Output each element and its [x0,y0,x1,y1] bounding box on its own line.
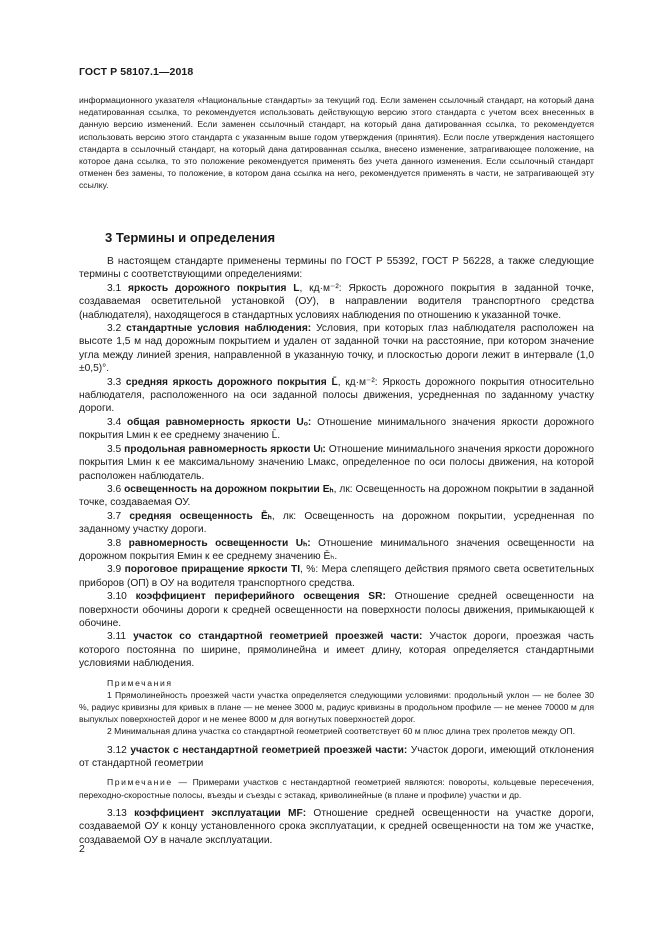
term-name: участок с нестандартной геометрией проезжей части: [130,744,408,756]
term-definition: Участок дороги, имеющий отклонения от стандартной геометрии [79,744,594,770]
term-item [79,537,594,564]
document-header: ГОСТ Р 58107.1—2018 [79,66,194,78]
term-number: 3.6 [107,483,122,495]
term-item [79,322,594,376]
note-item: 1 Прямолинейность проезжей части участка определяется следующими условиями: продольный уклон — не более 30 %, радиус кривизны для кривых в плане — не менее 3000 м, радиус кривизны в продольном профиле — не менее 70000 м для выпуклых поверхностей дорог и не менее 8000 м для вогнутых поверхностей дорог. [79,689,594,725]
term-name: яркость дорожного покрытия L [128,282,300,294]
term-definition: , лк: Освещенность на дорожном покрытии в заданной точке, создаваемая ОУ. [79,483,594,509]
section-body [79,255,594,847]
term-definition: Условия, при которых глаз наблюдателя расположен на высоте 1,5 м над дорожным покрытием и удален от заданной точки на расстояние, при котором значение угла между линией зрения, направленной в указанную точку, и плоскостью дороги лежит в интервале (1,0 ±0,5)°. [79,323,594,375]
term-number: 3.4 [107,416,122,428]
term-name: равномерность освещенности Uₕ: [128,537,311,549]
section-lead: В настоящем стандарте применены термины по ГОСТ Р 55392, ГОСТ Р 56228, а также следующие термины с соответствующими определениями: [79,256,594,281]
term-name: участок со стандартной геометрией проезжей части: [133,631,423,643]
term-item [79,483,594,510]
term-item [79,630,594,670]
term-name: средняя яркость дорожного покрытия L̄ [125,376,338,388]
term-number: 3.2 [107,323,122,335]
term-number: 3.8 [107,537,122,549]
section-title: 3 Термины и определения [105,230,276,245]
page-number: 2 [79,843,85,855]
term-name: пороговое приращение яркости TI [124,564,301,576]
note-item: 2 Минимальная длина участка со стандартной геометрией соответствует 60 м плюс длина трех пролетов между ОП. [107,726,576,737]
term-definition: Отношение минимального значения яркости дорожного покрытия Lмин к ее среднему значению L̄. [79,416,595,442]
term-name: средняя освещенность Ēₕ [129,510,272,522]
term-3-13: 3.13 коэффициент эксплуатации MF: Отношение средней освещенности на участке дороги, создаваемой ОУ к концу установленного срока эксплуатации, к средней освещенности на том же участке, создаваемой ОУ в начале эксплуатации. [79,807,594,846]
term-3-12: 3.12 участок с нестандартной геометрией проезжей части: Участок дороги, имеющий отклонения от стандартной геометрии [79,744,594,770]
term-number: 3.9 [107,564,122,576]
notes-heading: Примечания [107,677,173,688]
term-name: общая равномерность яркости Uₒ: [127,416,312,428]
terms-list [79,282,594,671]
term-definition: , кд·м⁻²: Яркость дорожного покрытия относительно наблюдателя, расположенного на оси заданной полосы движения, усредненная по заданному участку дороги. [79,376,594,415]
term-number: 3.11 [107,631,127,643]
term-number: 3.1 [107,282,122,294]
term-name: стандартные условия наблюдения: [126,323,312,335]
term-definition: Отношение средней освещенности на участке дороги, создаваемой ОУ к концу установленного срока эксплуатации, к средней освещенности на том же участке, создаваемой ОУ в начале эксплуатации. [79,807,594,846]
term-item [79,510,594,537]
term-item [79,443,594,483]
term-definition: Отношение средней освещенности на поверхности обочины дороги к средней освещенности на поверхности полосы движения, примыкающей к обочине. [79,591,594,629]
term-name: освещенность на дорожном покрытии Eₕ [124,483,334,495]
term-name: коэффициент эксплуатации MF: [134,807,307,819]
note-block [79,776,594,800]
term-definition: Отношение минимального значения освещенности на дорожном покрытия Eмин к ее среднему значению Ēₕ. [79,537,594,562]
intro-text: информационного указателя «Национальные стандарты» за текущий год. Если заменен ссылочный стандарт, на который дана недатированная ссылка, то рекомендуется использовать действующую версию этого стандарта с учетом всех внесенных в данную версию изменений. Если заменен ссылочный стандарт, на который дана датированная ссылка, то рекомендуется использовать версию этого стандарта с указанным выше годом утверждения (принятия). Если после утверждения настоящего стандарта в ссылочный стандарт, на который дана датированная ссылка, внесено изменение, затрагивающее положение, на которое дана ссылка, то это положение рекомендуется применять без учета данного изменения. Если ссылочный стандарт отменен без замены, то положение, в котором дана ссылка на него, рекомендуется применять в части, не затрагивающей эту ссылку. [79,95,594,191]
term-definition: , кд·м⁻²: Яркость дорожного покрытия в заданной точке, создаваемая осветительной установкой (ОУ), в направлении водителя транспортного средства (наблюдателя), находящегося в стандартных условиях наблюдения по отношению к указанной точке. [79,282,594,321]
term-item [79,416,594,443]
term-item [79,590,594,630]
term-definition: , лк: Освещенность на дорожном покрытии, усредненная по заданному участку дороги. [79,510,594,536]
note-heading: Примечание — [107,777,189,788]
term-definition: Отношение минимального значения яркости дорожного покрытия Lмин к ее максимальному значению Lмакс, определенное по оси полосы движения, на которой расположен наблюдатель. [79,443,594,482]
term-name: коэффициент периферийного освещения SR: [135,591,386,603]
term-number: 3.3 [107,376,122,388]
intro-paragraph [79,94,594,192]
term-name: продольная равномерность яркости Uₗ: [124,443,326,455]
term-definition: Участок дороги, проезжая часть которого постоянна по ширине, прямолинейна и имеет длину, которая определяется стандартными условиями наблюдения. [79,631,594,670]
term-definition: , %: Мера слепящего действия прямого света осветительных приборов (ОП) в ОУ на водителя транспортного средства. [79,564,594,589]
term-number: 3.10 [107,591,127,603]
term-number: 3.7 [107,510,122,522]
term-item [79,563,594,590]
term-item [79,282,594,322]
term-item [79,376,594,416]
note-text: Примерами участков с нестандартной геометрией являются: повороты, кольцевые пересечения, переходно-скоростные полосы, въезды и съезды с эстакад, криволинейные (в плане и профиле) участки и др. [79,777,594,800]
notes-block [79,677,594,738]
term-number: 3.5 [107,443,122,455]
